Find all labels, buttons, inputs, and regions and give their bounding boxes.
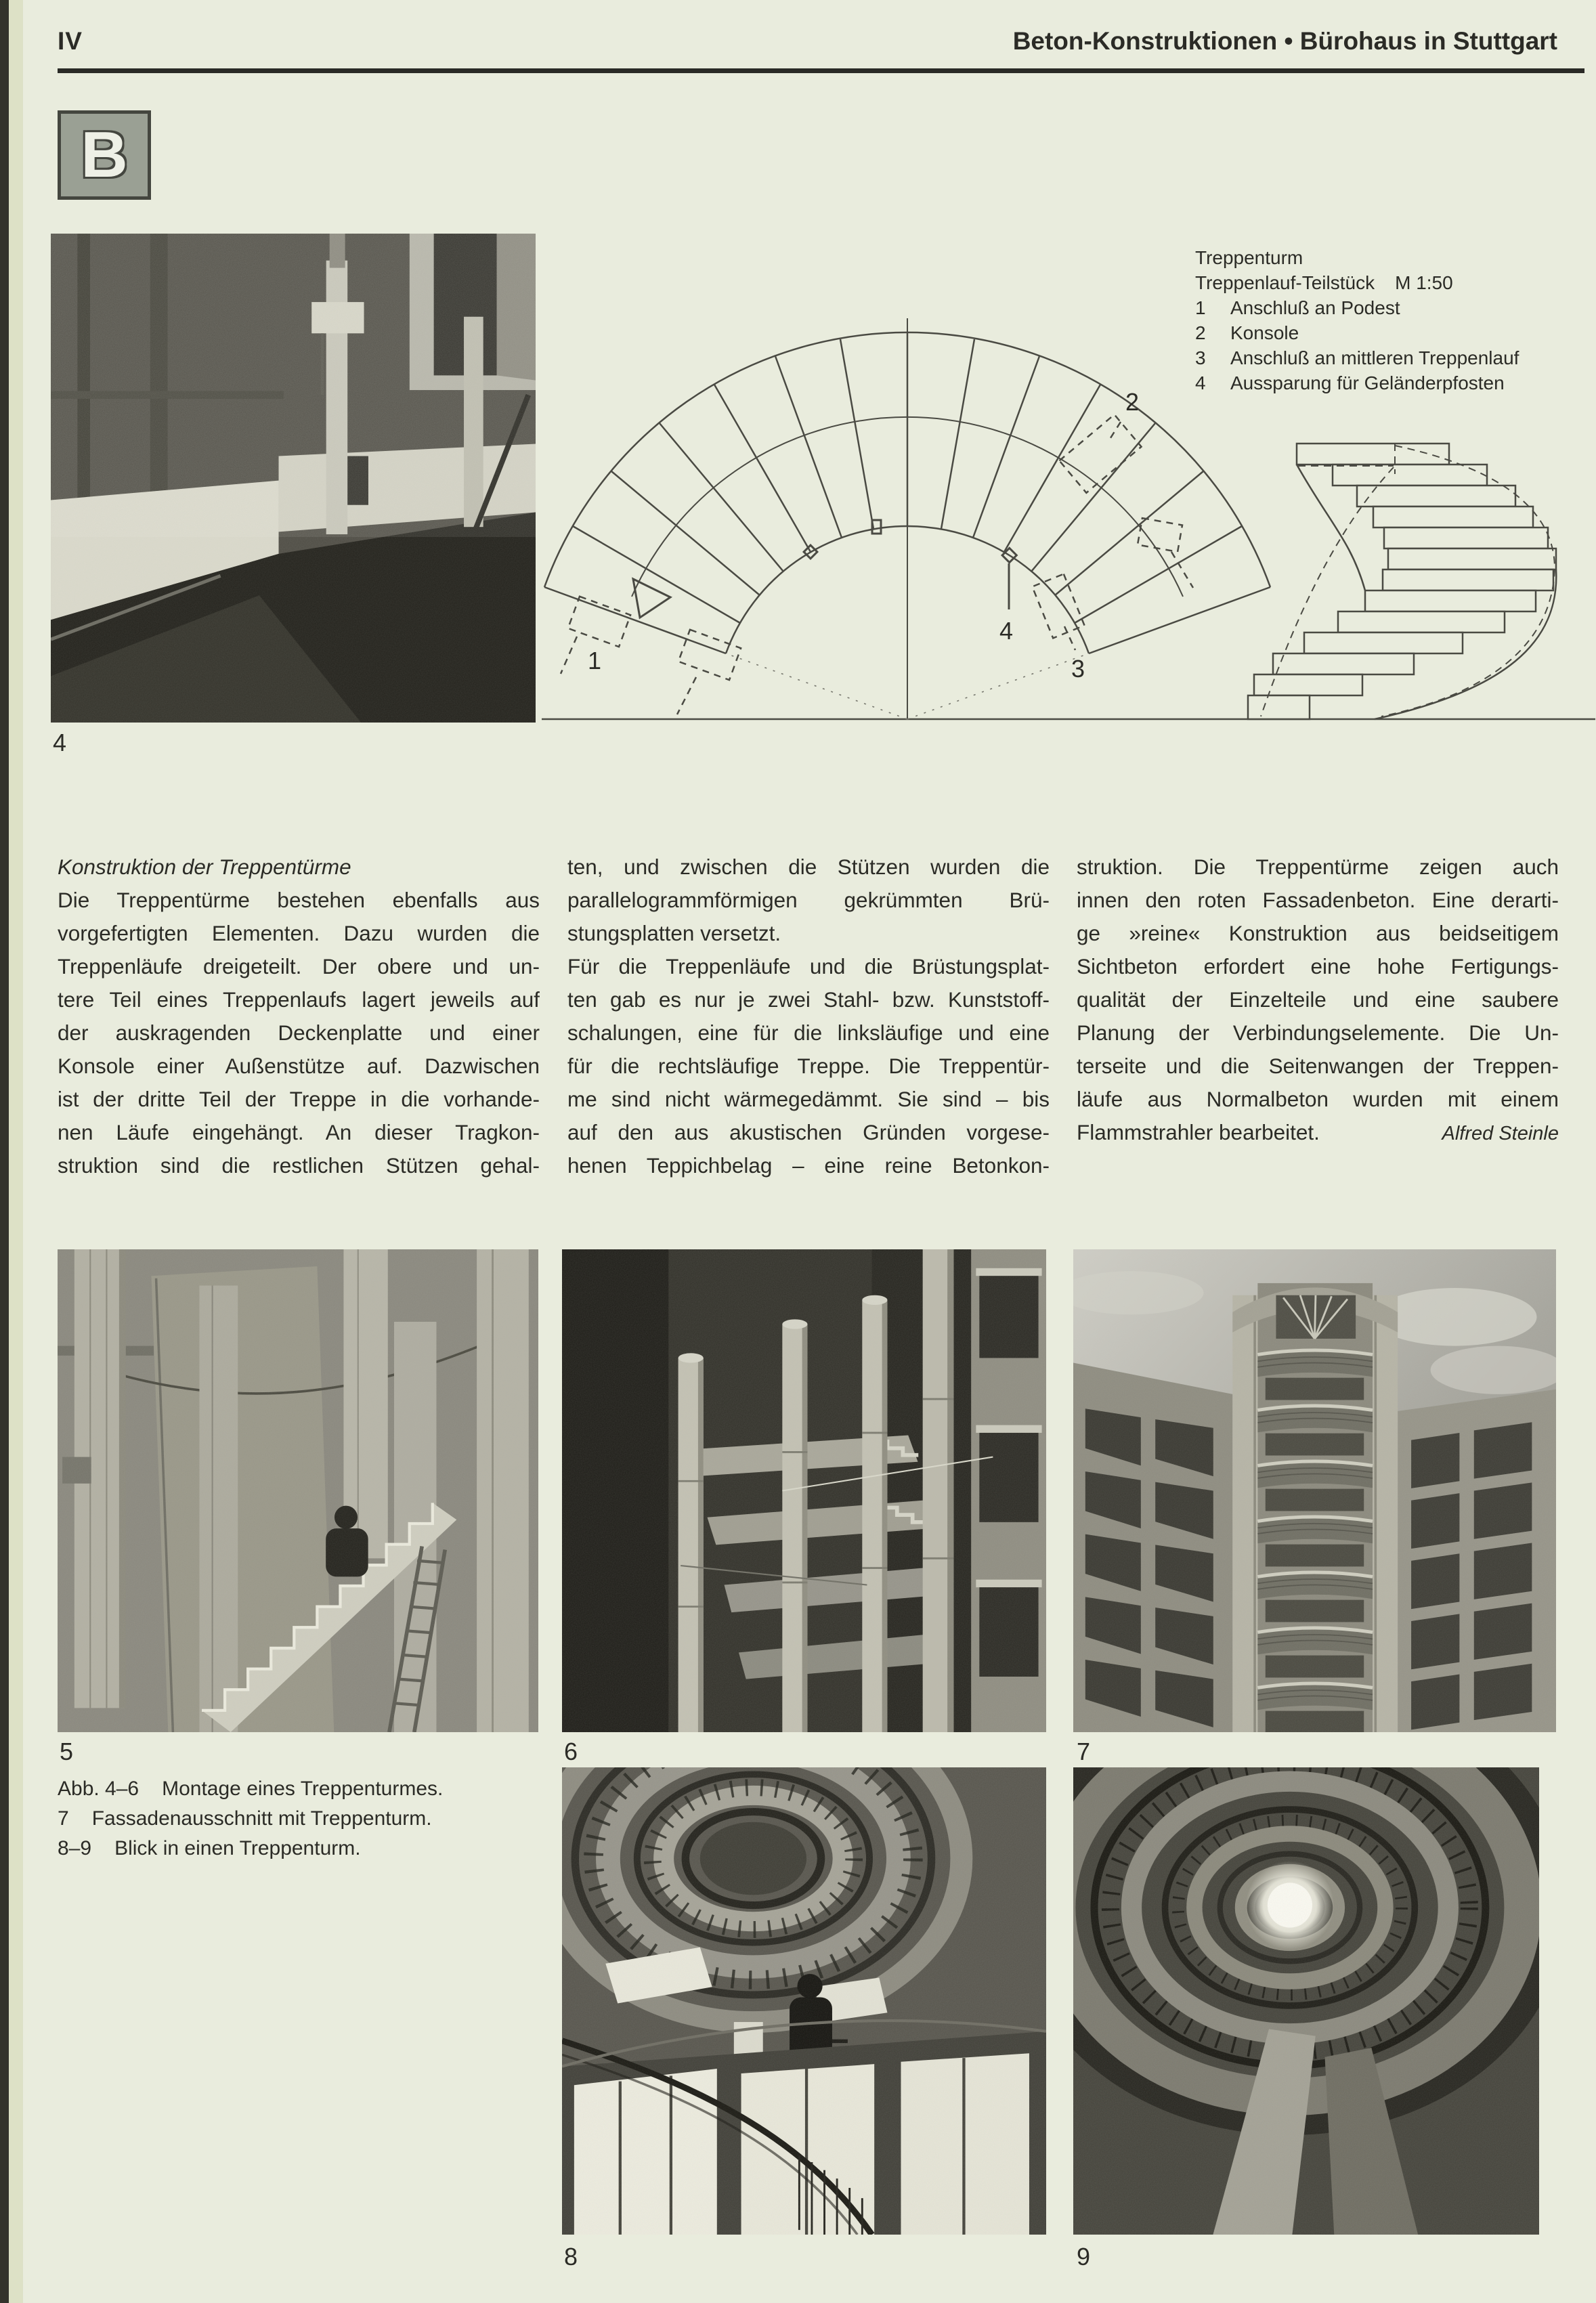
body-line: struktion sind die restlichen Stützen gehal-: [58, 1153, 540, 1178]
photo-stair-tower-spiral-9: [1073, 1767, 1539, 2235]
legend-items: [1195, 295, 1519, 395]
article-heading: Konstruktion der Treppentürme: [58, 855, 351, 879]
body-line: Flammstrahler bearbeitet.: [1077, 1120, 1320, 1144]
plan-callout-3: 3: [1071, 655, 1085, 683]
legend-item-label: Konsole: [1230, 322, 1299, 343]
figure-label-7: 7: [1077, 1738, 1091, 1765]
legend-item-num: 2: [1195, 322, 1206, 343]
series-logo: [58, 110, 151, 200]
photo-stair-tower-interior-8: [562, 1767, 1046, 2235]
legend-item-label: Anschluß an Podest: [1230, 297, 1400, 318]
caption-block: [58, 1774, 443, 1864]
body-line: ist der dritte Teil der Treppe in die vorhande-: [58, 1087, 540, 1111]
legend-scale: M 1:50: [1395, 272, 1453, 293]
body-line: Sichtbeton erfordert eine hohe Fertigungs-: [1077, 954, 1559, 978]
figure-label-5: 5: [60, 1738, 74, 1765]
body-line: Treppenläufe dreigeteilt. Der obere und un-: [58, 954, 540, 978]
body-line: tere Teil eines Treppenlaufs lagert jeweils auf: [58, 987, 540, 1012]
caption-num: 8–9: [58, 1837, 92, 1859]
body-line: struktion. Die Treppentürme zeigen auch: [1077, 855, 1559, 879]
legend-subtitle-row: [1195, 270, 1519, 295]
caption-text: Blick in einen Treppenturm.: [114, 1837, 361, 1859]
header-rule: [58, 68, 1584, 73]
figure-label-8: 8: [564, 2243, 578, 2270]
figure-label-9: 9: [1077, 2243, 1091, 2270]
body-line: auf den aus akustischen Gründen vorgese-: [567, 1120, 1050, 1144]
figure-label-6: 6: [564, 1738, 578, 1765]
legend-item-num: 4: [1195, 372, 1206, 393]
photo-montage-detail-4: [51, 234, 536, 723]
body-line: ten, und zwischen die Stützen wurden die: [567, 855, 1050, 879]
article-last-line: [1077, 1116, 1559, 1149]
caption-line: [58, 1804, 443, 1834]
body-line: schalungen, eine für die linksläufige und eine: [567, 1020, 1050, 1045]
page-edge: [9, 0, 23, 2303]
legend-item-label: Aussparung für Geländerpfosten: [1230, 372, 1505, 393]
caption-num: Abb. 4–6: [58, 1778, 139, 1800]
caption-line: [58, 1774, 443, 1804]
body-line: qualität der Einzelteile und eine saubere: [1077, 987, 1559, 1012]
author-credit: Alfred Steinle: [1442, 1123, 1559, 1144]
caption-num: 7: [58, 1807, 69, 1830]
legend-item-num: 3: [1195, 347, 1206, 368]
body-line: henen Teppichbelag – eine reine Betonkon-: [567, 1153, 1050, 1178]
legend-item-num: 1: [1195, 297, 1206, 318]
body-line: der auskragenden Deckenplatte und einer: [58, 1020, 540, 1045]
photo-montage-6: [562, 1249, 1046, 1732]
body-line: Konsole einer Außenstütze auf. Dazwischen: [58, 1054, 540, 1078]
body-line: innen den roten Fassadenbeton. Eine derarti-: [1077, 888, 1559, 912]
caption-line: [58, 1834, 443, 1864]
body-line: parallelogrammförmigen gekrümmten Brü-: [567, 888, 1050, 912]
plan-callout-2: 2: [1125, 388, 1140, 416]
body-line: Für die Treppenläufe und die Brüstungsplat-: [567, 954, 1050, 978]
body-line: terseite und die Seitenwangen der Treppen-: [1077, 1054, 1559, 1078]
legend-subtitle: Treppenlauf-Teilstück: [1195, 272, 1375, 293]
body-line: nen Läufe eingehängt. An dieser Tragkon-: [58, 1120, 540, 1144]
figure-label-4: 4: [53, 729, 67, 756]
legend-title: Treppenturm: [1195, 247, 1303, 268]
plan-callout-4: 4: [999, 617, 1014, 645]
caption-text: Montage eines Treppenturmes.: [162, 1778, 444, 1800]
body-line: Planung der Verbindungselemente. Die Un-: [1077, 1020, 1559, 1045]
body-line: ge »reine« Konstruktion aus beidseitigem: [1077, 921, 1559, 945]
logo-letter: B: [81, 119, 128, 191]
elevation-run: [1248, 444, 1556, 719]
spine-shadow: [0, 0, 9, 2303]
drawing-legend: [1195, 245, 1519, 395]
photo-montage-5: [58, 1249, 538, 1732]
legend-item-label: Anschluß an mittleren Treppenlauf: [1230, 347, 1519, 368]
article-column-2: [567, 851, 1050, 1182]
page-number: IV: [58, 27, 83, 55]
body-line: me sind nicht wärmegedämmt. Sie sind – bis: [567, 1087, 1050, 1111]
body-line: stungsplatten versetzt.: [567, 921, 781, 945]
article-column-1: [58, 851, 540, 1182]
body-line: läufe aus Normalbeton wurden mit einem: [1077, 1087, 1559, 1111]
article-column-3: [1077, 851, 1559, 1149]
body-line: vorgefertigten Elementen. Dazu wurden die: [58, 921, 540, 945]
plan-callout-1: 1: [588, 647, 602, 674]
body-line: Die Treppentürme bestehen ebenfalls aus: [58, 888, 540, 912]
photo-facade-tower-7: [1073, 1249, 1556, 1732]
body-line: ten gab es nur je zwei Stahl- bzw. Kunststoff-: [567, 987, 1050, 1012]
body-line: für die rechtsläufige Treppe. Die Treppentür-: [567, 1054, 1050, 1078]
caption-text: Fassadenausschnitt mit Treppenturm.: [91, 1807, 432, 1830]
page-header-title: Beton-Konstruktionen • Bürohaus in Stuttgart: [1012, 27, 1557, 55]
